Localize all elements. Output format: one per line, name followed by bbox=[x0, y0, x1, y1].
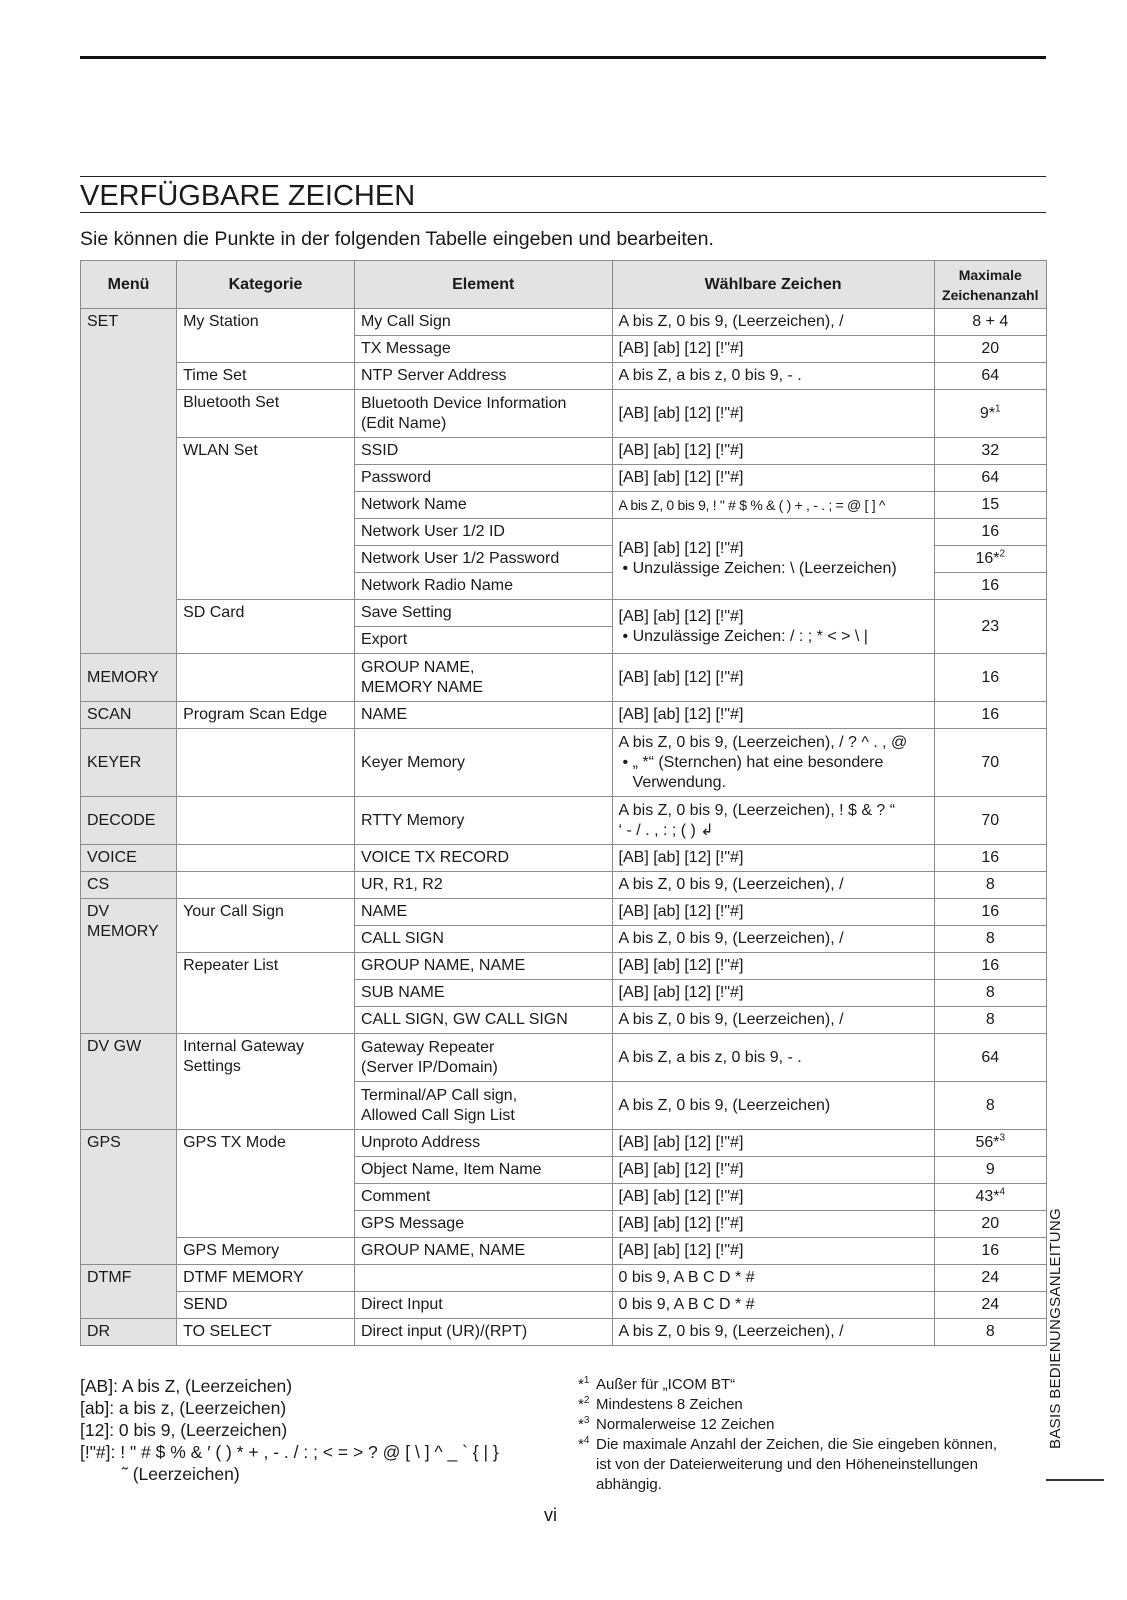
chars-cell: A bis Z, 0 bis 9, (Leerzeichen), / bbox=[612, 1319, 934, 1346]
chars-cell: A bis Z, a bis z, 0 bis 9, - . bbox=[612, 363, 934, 390]
element-cell: CALL SIGN bbox=[354, 926, 612, 953]
chars-cell: [AB] [ab] [12] [!"#] bbox=[612, 899, 934, 926]
category-cell bbox=[177, 872, 355, 899]
header-chars: Wählbare Zeichen bbox=[612, 261, 934, 309]
category-cell: SD Card bbox=[177, 600, 355, 654]
menu-cell: SCAN bbox=[81, 702, 177, 729]
chars-cell: [AB] [ab] [12] [!"#] bbox=[612, 1211, 934, 1238]
category-cell bbox=[177, 654, 355, 702]
element-cell: Save Setting bbox=[354, 600, 612, 627]
menu-cell: DR bbox=[81, 1319, 177, 1346]
footnote: *$^3$ Normalerweise 12 Zeichen bbox=[578, 1415, 775, 1433]
element-cell: RTTY Memory bbox=[354, 797, 612, 845]
element-cell: GROUP NAME, MEMORY NAME bbox=[354, 654, 612, 702]
header-max: Maximale Zeichenanzahl bbox=[934, 261, 1046, 309]
element-cell bbox=[354, 1265, 612, 1292]
menu-cell: SET bbox=[81, 309, 177, 654]
max-cell: 8 bbox=[934, 1007, 1046, 1034]
element-cell: UR, R1, R2 bbox=[354, 872, 612, 899]
element-cell: Terminal/AP Call sign, Allowed Call Sign List bbox=[354, 1082, 612, 1130]
category-cell: My Station bbox=[177, 309, 355, 363]
element-cell: GPS Message bbox=[354, 1211, 612, 1238]
chars-cell: A bis Z, 0 bis 9, (Leerzeichen), ! $ & ? “ ‘ - / . , : ; ( ) ↲ bbox=[612, 797, 934, 845]
table-row bbox=[81, 1238, 1047, 1265]
footnotes bbox=[578, 1375, 998, 1495]
header-element: Element bbox=[354, 261, 612, 309]
chars-cell: [AB] [ab] [12] [!"#] bbox=[612, 1157, 934, 1184]
element-cell: SUB NAME bbox=[354, 980, 612, 1007]
max-cell: 9 bbox=[934, 1157, 1046, 1184]
table-header-row bbox=[81, 261, 1047, 309]
chars-cell: [AB] [ab] [12] [!"#] • Unzulässige Zeichen: / : ; * < > \ | bbox=[612, 600, 934, 654]
max-cell: 64 bbox=[934, 1034, 1046, 1082]
element-cell: Direct Input bbox=[354, 1292, 612, 1319]
max-cell: 70 bbox=[934, 797, 1046, 845]
intro-text: Sie können die Punkte in der folgenden Tabelle eingeben und bearbeiten. bbox=[80, 228, 714, 250]
max-cell: 16*$^2$ bbox=[934, 546, 1046, 573]
element-cell: TX Message bbox=[354, 336, 612, 363]
chars-cell: [AB] [ab] [12] [!"#] bbox=[612, 702, 934, 729]
table-row bbox=[81, 438, 1047, 465]
top-rule bbox=[80, 56, 1046, 59]
chars-cell: [AB] [ab] [12] [!"#] bbox=[612, 390, 934, 438]
chars-cell: 0 bis 9, A B C D * # bbox=[612, 1292, 934, 1319]
table-row bbox=[81, 600, 1047, 627]
footnote: *$^1$ Außer für „ICOM BT“ bbox=[578, 1375, 736, 1393]
table-row bbox=[81, 872, 1047, 899]
menu-cell: DECODE bbox=[81, 797, 177, 845]
legend bbox=[80, 1375, 499, 1485]
max-cell: 24 bbox=[934, 1292, 1046, 1319]
chars-cell: [AB] [ab] [12] [!"#] bbox=[612, 654, 934, 702]
table-row bbox=[81, 309, 1047, 336]
max-cell: 16 bbox=[934, 899, 1046, 926]
table-row bbox=[81, 1319, 1047, 1346]
chars-cell: A bis Z, 0 bis 9, (Leerzeichen), / ? ^ . , @ • „ *“ (Sternchen) hat eine besondere Verwendung. bbox=[612, 729, 934, 797]
max-cell: 20 bbox=[934, 336, 1046, 363]
element-cell: Network Name bbox=[354, 492, 612, 519]
element-cell: Unproto Address bbox=[354, 1130, 612, 1157]
max-cell: 16 bbox=[934, 573, 1046, 600]
category-cell: Repeater List bbox=[177, 953, 355, 1034]
max-cell: 9*$^1$ bbox=[934, 390, 1046, 438]
header-menu: Menü bbox=[81, 261, 177, 309]
table-row bbox=[81, 953, 1047, 980]
menu-cell: GPS bbox=[81, 1130, 177, 1265]
legend-item: [AB]: A bis Z, (Leerzeichen) bbox=[80, 1376, 293, 1396]
category-cell: Internal Gateway Settings bbox=[177, 1034, 355, 1130]
max-cell: 8 bbox=[934, 980, 1046, 1007]
element-cell: NAME bbox=[354, 702, 612, 729]
table-row bbox=[81, 845, 1047, 872]
max-cell: 15 bbox=[934, 492, 1046, 519]
element-cell: Password bbox=[354, 465, 612, 492]
footnote: *$^2$ Mindestens 8 Zeichen bbox=[578, 1395, 743, 1413]
max-cell: 24 bbox=[934, 1265, 1046, 1292]
table-row bbox=[81, 702, 1047, 729]
menu-cell: DV GW bbox=[81, 1034, 177, 1130]
max-cell: 16 bbox=[934, 702, 1046, 729]
table-row bbox=[81, 1130, 1047, 1157]
chars-cell: A bis Z, 0 bis 9, (Leerzeichen), / bbox=[612, 309, 934, 336]
element-cell: Object Name, Item Name bbox=[354, 1157, 612, 1184]
max-cell: 20 bbox=[934, 1211, 1046, 1238]
page-number: vi bbox=[544, 1505, 557, 1525]
chars-cell: [AB] [ab] [12] [!"#] bbox=[612, 336, 934, 363]
chars-cell: [AB] [ab] [12] [!"#] bbox=[612, 953, 934, 980]
element-cell: Comment bbox=[354, 1184, 612, 1211]
max-cell: 8 bbox=[934, 1319, 1046, 1346]
max-cell: 43*$^4$ bbox=[934, 1184, 1046, 1211]
chars-cell: [AB] [ab] [12] [!"#] bbox=[612, 1184, 934, 1211]
element-cell: VOICE TX RECORD bbox=[354, 845, 612, 872]
category-cell: GPS Memory bbox=[177, 1238, 355, 1265]
chars-cell: [AB] [ab] [12] [!"#] bbox=[612, 438, 934, 465]
element-cell: SSID bbox=[354, 438, 612, 465]
max-cell: 23 bbox=[934, 600, 1046, 654]
max-cell: 8 + 4 bbox=[934, 309, 1046, 336]
chars-cell: A bis Z, 0 bis 9, (Leerzeichen) bbox=[612, 1082, 934, 1130]
chars-cell: [AB] [ab] [12] [!"#] • Unzulässige Zeichen: \ (Leerzeichen) bbox=[612, 519, 934, 600]
element-cell: GROUP NAME, NAME bbox=[354, 953, 612, 980]
chars-cell: A bis Z, a bis z, 0 bis 9, - . bbox=[612, 1034, 934, 1082]
max-cell: 8 bbox=[934, 926, 1046, 953]
element-cell: NAME bbox=[354, 899, 612, 926]
element-cell: Network User 1/2 ID bbox=[354, 519, 612, 546]
category-cell bbox=[177, 845, 355, 872]
max-cell: 64 bbox=[934, 363, 1046, 390]
menu-cell: CS bbox=[81, 872, 177, 899]
legend-item: [ab]: a bis z, (Leerzeichen) bbox=[80, 1398, 287, 1418]
menu-cell: DV MEMORY bbox=[81, 899, 177, 1034]
menu-cell: MEMORY bbox=[81, 654, 177, 702]
max-cell: 8 bbox=[934, 1082, 1046, 1130]
max-cell: 8 bbox=[934, 872, 1046, 899]
footnote: *$^4$ Die maximale Anzahl der Zeichen, die Sie eingeben können, ist von der Dateierweiterung und den Höheneinstellungen abhängig. bbox=[578, 1435, 998, 1493]
max-cell: 56*$^3$ bbox=[934, 1130, 1046, 1157]
chars-cell: [AB] [ab] [12] [!"#] bbox=[612, 465, 934, 492]
max-cell: 16 bbox=[934, 519, 1046, 546]
category-cell: WLAN Set bbox=[177, 438, 355, 600]
element-cell: Export bbox=[354, 627, 612, 654]
element-cell: Network User 1/2 Password bbox=[354, 546, 612, 573]
side-rule bbox=[1046, 1479, 1104, 1481]
legend-item: [12]: 0 bis 9, (Leerzeichen) bbox=[80, 1420, 288, 1440]
max-cell: 32 bbox=[934, 438, 1046, 465]
table-row bbox=[81, 1265, 1047, 1292]
category-cell bbox=[177, 797, 355, 845]
side-label: BASIS BEDIENUNGSANLEITUNG bbox=[1047, 1208, 1064, 1449]
table-row bbox=[81, 363, 1047, 390]
element-cell: GROUP NAME, NAME bbox=[354, 1238, 612, 1265]
menu-cell: KEYER bbox=[81, 729, 177, 797]
characters-table bbox=[80, 260, 1047, 1346]
table-row bbox=[81, 390, 1047, 438]
element-cell: My Call Sign bbox=[354, 309, 612, 336]
element-cell: NTP Server Address bbox=[354, 363, 612, 390]
menu-cell: DTMF bbox=[81, 1265, 177, 1319]
chars-cell: A bis Z, 0 bis 9, (Leerzeichen), / bbox=[612, 872, 934, 899]
max-cell: 16 bbox=[934, 654, 1046, 702]
table-row bbox=[81, 1292, 1047, 1319]
max-cell: 64 bbox=[934, 465, 1046, 492]
category-cell: GPS TX Mode bbox=[177, 1130, 355, 1238]
table-row bbox=[81, 729, 1047, 797]
table-row bbox=[81, 1034, 1047, 1082]
legend-item: [!"#]: ! " # $ % & ′ ( ) * + , - . / : ; < = > ? @ [ \ ] ^ _ ` { | } bbox=[80, 1442, 499, 1462]
table-row bbox=[81, 797, 1047, 845]
element-cell: Direct input (UR)/(RPT) bbox=[354, 1319, 612, 1346]
legend-item: ˜ (Leerzeichen) bbox=[122, 1464, 240, 1484]
category-cell bbox=[177, 729, 355, 797]
chars-cell: A bis Z, 0 bis 9, (Leerzeichen), / bbox=[612, 1007, 934, 1034]
side-tab bbox=[1043, 1200, 1063, 1465]
element-cell: Gateway Repeater (Server IP/Domain) bbox=[354, 1034, 612, 1082]
element-cell: Network Radio Name bbox=[354, 573, 612, 600]
menu-cell: VOICE bbox=[81, 845, 177, 872]
category-cell: Your Call Sign bbox=[177, 899, 355, 953]
category-cell: Time Set bbox=[177, 363, 355, 390]
chars-cell: 0 bis 9, A B C D * # bbox=[612, 1265, 934, 1292]
element-cell: CALL SIGN, GW CALL SIGN bbox=[354, 1007, 612, 1034]
chars-cell: A bis Z, 0 bis 9, ! " # $ % & ( ) + , - . ; = @ [ ] ^ bbox=[612, 492, 934, 519]
category-cell: Program Scan Edge bbox=[177, 702, 355, 729]
header-category: Kategorie bbox=[177, 261, 355, 309]
section-title: VERFÜGBARE ZEICHEN bbox=[80, 176, 1046, 213]
category-cell: SEND bbox=[177, 1292, 355, 1319]
chars-cell: [AB] [ab] [12] [!"#] bbox=[612, 1130, 934, 1157]
table-row bbox=[81, 654, 1047, 702]
chars-cell: A bis Z, 0 bis 9, (Leerzeichen), / bbox=[612, 926, 934, 953]
table-row bbox=[81, 899, 1047, 926]
max-cell: 16 bbox=[934, 953, 1046, 980]
category-cell: Bluetooth Set bbox=[177, 390, 355, 438]
element-cell: Keyer Memory bbox=[354, 729, 612, 797]
max-cell: 16 bbox=[934, 1238, 1046, 1265]
chars-cell: [AB] [ab] [12] [!"#] bbox=[612, 845, 934, 872]
max-cell: 16 bbox=[934, 845, 1046, 872]
chars-cell: [AB] [ab] [12] [!"#] bbox=[612, 980, 934, 1007]
element-cell: Bluetooth Device Information (Edit Name) bbox=[354, 390, 612, 438]
chars-cell: [AB] [ab] [12] [!"#] bbox=[612, 1238, 934, 1265]
max-cell: 70 bbox=[934, 729, 1046, 797]
category-cell: TO SELECT bbox=[177, 1319, 355, 1346]
category-cell: DTMF MEMORY bbox=[177, 1265, 355, 1292]
